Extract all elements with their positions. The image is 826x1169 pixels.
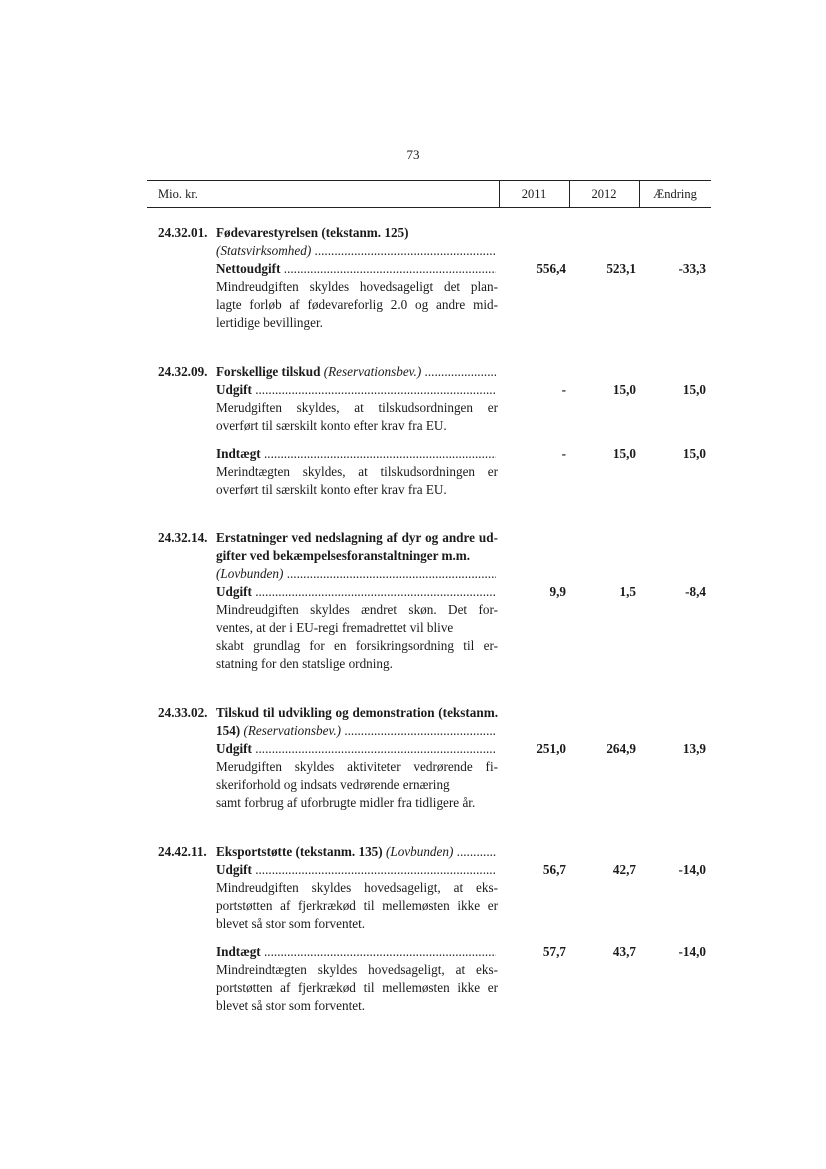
explanation-line: Mindreindtægten skyldes hovedsageligt, at eks-	[216, 962, 498, 977]
value-2012: 1,5	[619, 584, 636, 599]
value-2011: -	[561, 446, 566, 461]
account-subtitle: (Reservationsbev.)	[243, 723, 342, 738]
account-title: Eksportstøtte (tekstanm. 135)	[216, 844, 383, 859]
explanation-line: overført til særskilt konto efter krav fra EU.	[216, 418, 447, 433]
value-change: -14,0	[678, 862, 706, 877]
value-2012: 43,7	[612, 944, 636, 959]
value-2012: 42,7	[612, 862, 636, 877]
account-title-continued: gifter ved bekæmpelsesforanstaltninger m.m.	[216, 548, 471, 563]
value-2011: 9,9	[549, 584, 566, 599]
account-code: 24.33.02.	[158, 705, 208, 720]
account-title-line	[216, 723, 496, 739]
account-subtitle: (Statsvirksomhed) .....	[216, 243, 496, 259]
explanation-line: portstøtten af fjerkrækød til mellemøsten ikke er	[216, 980, 498, 995]
account-subtitle: (Lovbunden) .....	[216, 566, 496, 582]
account-code: 24.32.01.	[158, 225, 208, 240]
value-2011: 57,7	[542, 944, 566, 959]
value-2011: 556,4	[536, 261, 566, 276]
explanation-line: Merindtægten skyldes, at tilskudsordningen er	[216, 464, 498, 479]
explanation-line: portstøtten af fjerkrækød til mellemøsten ikke er	[216, 898, 498, 913]
account-title-line	[216, 364, 496, 380]
explanation-line: samt forbrug af uforbrugte midler fra tidligere år.	[216, 795, 476, 810]
account-title-continued: 154)	[216, 723, 241, 738]
explanation-line: Merudgiften skyldes, at tilskudsordningen er	[216, 400, 498, 415]
line-label: Udgift .....	[216, 741, 496, 757]
line-label: Udgift .....	[216, 862, 496, 878]
value-2012: 523,1	[606, 261, 636, 276]
explanation-line: Mindreudgiften skyldes hovedsageligt det plan-	[216, 279, 498, 294]
value-change: 15,0	[682, 446, 706, 461]
account-subtitle: (Reservationsbev.)	[323, 364, 422, 379]
header-col-2011: 2011	[521, 187, 547, 201]
value-2012: 264,9	[606, 741, 636, 756]
page-number: 73	[406, 147, 420, 162]
explanation-line: lertidige bevillinger.	[216, 315, 323, 330]
explanation-line: skeriforhold og indsats vedrørende ernæring	[216, 777, 450, 792]
line-label: Udgift .....	[216, 584, 496, 600]
header-top-rule	[147, 180, 711, 181]
header-unit: Mio. kr.	[158, 187, 198, 201]
value-2011: -	[561, 382, 566, 397]
line-label: Udgift .....	[216, 382, 496, 398]
explanation-line: Mindreudgiften skyldes hovedsageligt, at eks-	[216, 880, 498, 895]
value-change: 13,9	[682, 741, 706, 756]
explanation-line: Mindreudgiften skyldes ændret skøn. Det for-	[216, 602, 498, 617]
account-subtitle: (Lovbunden)	[385, 844, 454, 859]
account-code: 24.42.11.	[158, 844, 207, 859]
account-code: 24.32.09.	[158, 364, 208, 379]
explanation-line: ventes, at der i EU-regi fremadrettet vil blive	[216, 620, 454, 635]
account-title: Fødevarestyrelsen (tekstanm. 125)	[216, 225, 409, 240]
line-label: Indtægt .....	[216, 944, 496, 960]
explanation-line: blevet så stor som forventet.	[216, 916, 366, 931]
explanation-line: lagte forløb af fødevareforlig 2.0 og andre mid-	[216, 297, 498, 312]
value-change: -33,3	[678, 261, 706, 276]
value-change: -8,4	[685, 584, 706, 599]
header-col-change: Ændring	[653, 187, 697, 201]
value-2011: 251,0	[536, 741, 566, 756]
account-title: Tilskud til udvikling og demonstration (tekstanm.	[216, 705, 498, 720]
value-2012: 15,0	[612, 382, 636, 397]
value-2011: 56,7	[542, 862, 566, 877]
account-code: 24.32.14.	[158, 530, 208, 545]
header-bottom-rule	[147, 207, 711, 208]
explanation-line: statning for den statslige ordning.	[216, 656, 393, 671]
header-col-2012: 2012	[591, 187, 617, 201]
explanation-line: blevet så stor som forventet.	[216, 998, 366, 1013]
account-title-line	[216, 844, 496, 860]
line-label: Nettoudgift .....	[216, 261, 496, 277]
explanation-line: Merudgiften skyldes aktiviteter vedrørende fi-	[216, 759, 498, 774]
account-title: Forskellige tilskud	[216, 364, 321, 379]
value-change: -14,0	[678, 944, 706, 959]
explanation-line: skabt grundlag for en forsikringsordning til er-	[216, 638, 498, 653]
explanation-line: overført til særskilt konto efter krav fra EU.	[216, 482, 447, 497]
line-label: Indtægt .....	[216, 446, 496, 462]
value-2012: 15,0	[612, 446, 636, 461]
account-title: Erstatninger ved nedslagning af dyr og andre ud-	[216, 530, 498, 545]
value-change: 15,0	[682, 382, 706, 397]
